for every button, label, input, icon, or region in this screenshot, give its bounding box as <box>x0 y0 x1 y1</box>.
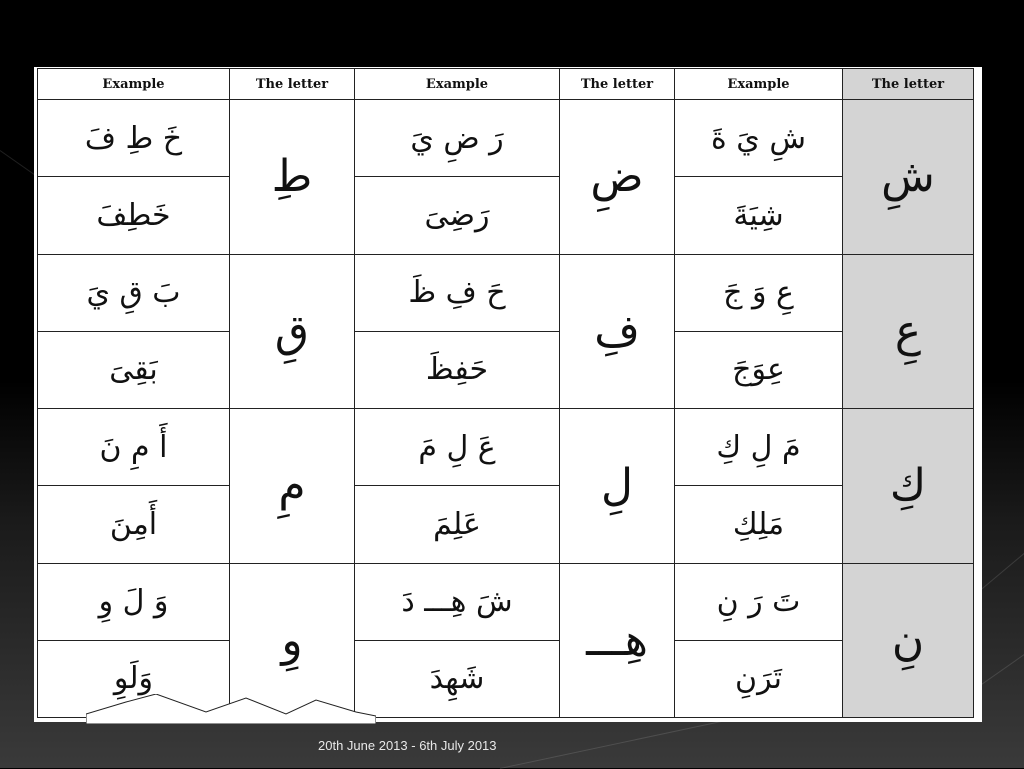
example-cell: عِوَجَ <box>675 331 843 408</box>
column-header: The letter <box>560 69 675 100</box>
letter-cell: عِ <box>843 254 974 409</box>
column-header: Example <box>355 69 560 100</box>
table-row <box>38 563 974 640</box>
column-header: Example <box>675 69 843 100</box>
example-cell: شَهِدَ <box>355 640 560 717</box>
background-line <box>980 552 1024 591</box>
table-row <box>38 331 974 408</box>
example-cell: شِيَةَ <box>675 177 843 254</box>
example-cell: رَضِىَ <box>355 177 560 254</box>
example-cell: مَلِكِ <box>675 486 843 563</box>
table-row <box>38 254 974 331</box>
letter-cell: ضِ <box>560 100 675 255</box>
column-header: Example <box>38 69 230 100</box>
table-row <box>38 409 974 486</box>
letter-table-card <box>34 67 982 722</box>
example-cell: أَ مِ نَ <box>38 409 230 486</box>
letter-cell: شِ <box>843 100 974 255</box>
letter-cell: هِـــ <box>560 563 675 718</box>
letter-cell: طِ <box>230 100 355 255</box>
example-cell: بَقِىَ <box>38 331 230 408</box>
example-cell: خَطِفَ <box>38 177 230 254</box>
example-cell: حَفِظَ <box>355 331 560 408</box>
example-cell: بَ قِ يَ <box>38 254 230 331</box>
table-header-row <box>38 69 974 100</box>
example-cell: تَرَنِ <box>675 640 843 717</box>
example-cell: خَ طِ فَ <box>38 100 230 177</box>
letter-cell: كِ <box>843 409 974 564</box>
example-cell: عِ وَ جَ <box>675 254 843 331</box>
example-cell: أَمِنَ <box>38 486 230 563</box>
letter-cell: نِ <box>843 563 974 718</box>
example-cell: رَ ضِ يَ <box>355 100 560 177</box>
footer-date: 20th June 2013 - 6th July 2013 <box>318 738 497 753</box>
table-row <box>38 177 974 254</box>
burst-decoration <box>86 694 376 724</box>
example-cell: عَلِمَ <box>355 486 560 563</box>
example-cell: حَ فِ ظَ <box>355 254 560 331</box>
table-row <box>38 100 974 177</box>
example-cell: عَ لِ مَ <box>355 409 560 486</box>
example-cell: تَ رَ نِ <box>675 563 843 640</box>
letter-table <box>37 68 974 718</box>
letter-cell: قِ <box>230 254 355 409</box>
column-header: The letter <box>843 69 974 100</box>
example-cell: وَ لَ وِ <box>38 563 230 640</box>
example-cell: شِ يَ ةَ <box>675 100 843 177</box>
letter-cell: لِ <box>560 409 675 564</box>
example-cell: شَ هِـــ دَ <box>355 563 560 640</box>
example-cell: مَ لِ كِ <box>675 409 843 486</box>
example-cell: وَلَوِ <box>38 640 230 717</box>
letter-cell: وِ <box>230 563 355 718</box>
letter-cell: فِ <box>560 254 675 409</box>
letter-cell: مِ <box>230 409 355 564</box>
column-header: The letter <box>230 69 355 100</box>
table-row <box>38 486 974 563</box>
